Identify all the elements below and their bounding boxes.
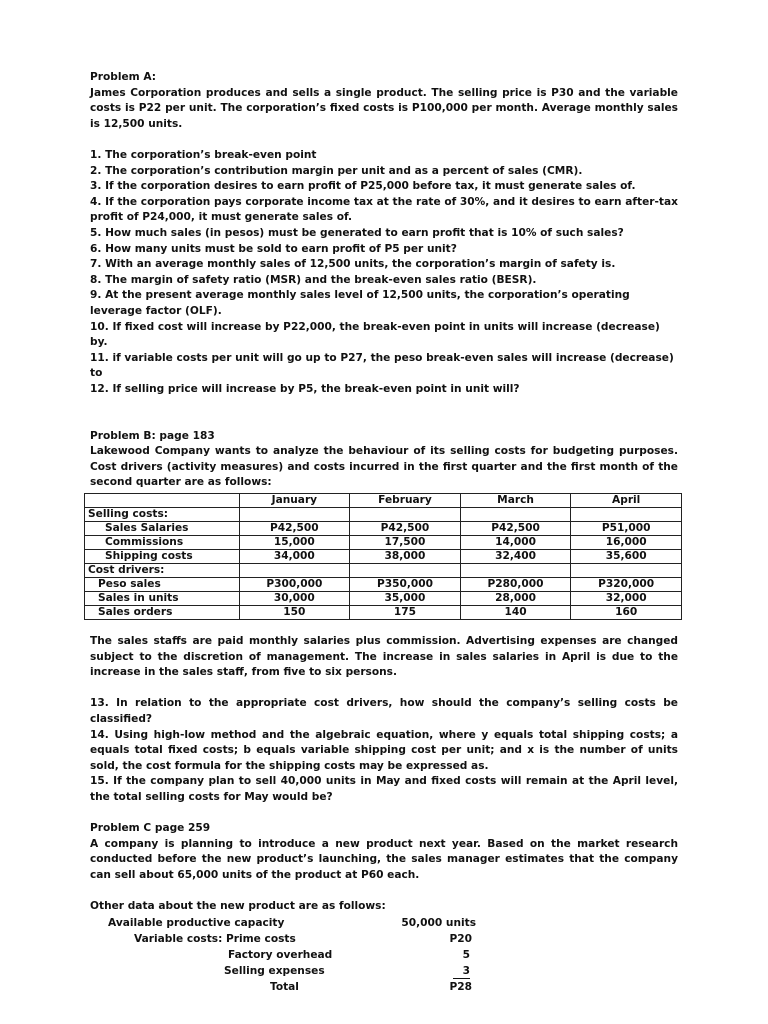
table-header-cell: February xyxy=(350,494,461,508)
table-cell: 28,000 xyxy=(460,592,571,606)
table-row xyxy=(85,522,682,536)
question-9: 9. At the present average monthly sales level of 12,500 units, the corporation’s operating leverage factor (OLF). xyxy=(90,289,630,317)
problem-b-notes: The sales staffs are paid monthly salaries plus commission. Advertising expenses are changed subject to the discretion of management. The increase in sales salaries in April is due to the increase in the sales staff, from five to six persons. xyxy=(90,635,678,679)
table-cell: P320,000 xyxy=(571,578,682,592)
table-cell: P42,500 xyxy=(460,522,571,536)
capacity-value: 50,000 units xyxy=(401,916,476,929)
table-row xyxy=(85,578,682,592)
problem-b-intro: Lakewood Company wants to analyze the behaviour of its selling costs for budgeting purposes. Cost drivers (activity measures) and costs incurred in the first quarter and the first month of the second quarter are as follows: xyxy=(90,445,678,489)
table-header-cell xyxy=(85,494,240,508)
table-cell: 16,000 xyxy=(571,536,682,550)
question-5: 5. How much sales (in pesos) must be generated to earn profit that is 10% of such sales? xyxy=(90,226,624,239)
table-cell: 30,000 xyxy=(239,592,350,606)
table-cell: 175 xyxy=(350,606,461,620)
table-cell: 15,000 xyxy=(239,536,350,550)
selling-expenses-row xyxy=(90,963,678,979)
table-header-cell: April xyxy=(571,494,682,508)
table-cell: 38,000 xyxy=(350,550,461,564)
problem-b-title: Problem B: page 183 xyxy=(90,429,215,442)
selling-expenses-value xyxy=(390,963,470,979)
overhead-label: Factory overhead xyxy=(228,948,333,961)
table-cell: 32,000 xyxy=(571,592,682,606)
table-cell: 14,000 xyxy=(460,536,571,550)
problem-a-intro: James Corporation produces and sells a single product. The selling price is P30 and the variable costs is P22 per unit. The corporation’s fixed costs is P100,000 per month. Average monthly sales is 12,500 units. xyxy=(90,86,678,130)
question-2: 2. The corporation’s contribution margin per unit and as a percent of sales (CMR). xyxy=(90,164,583,177)
table-header-row xyxy=(85,494,682,508)
question-8: 8. The margin of safety ratio (MSR) and the break-even sales ratio (BESR). xyxy=(90,273,537,286)
other-data-block xyxy=(90,915,678,995)
question-7: 7. With an average monthly sales of 12,500 units, the corporation’s margin of safety is. xyxy=(90,258,616,271)
row-label: Sales in units xyxy=(85,592,240,606)
table-cell: P51,000 xyxy=(571,522,682,536)
problem-c-title: Problem C page 259 xyxy=(90,822,211,835)
row-label: Sales Salaries xyxy=(85,522,240,536)
table-cell: P300,000 xyxy=(239,578,350,592)
table-cell: P42,500 xyxy=(350,522,461,536)
question-14: 14. Using high-low method and the algebraic equation, where y equals total shipping costs; a equals total fixed costs; b equals variable shipping cost per unit; and x is the number of units sold, the cost formula for the shipping costs may be expressed as. xyxy=(90,728,678,772)
question-13: 13. In relation to the appropriate cost drivers, how should the company’s selling costs be classified? xyxy=(90,697,678,725)
total-value: P28 xyxy=(449,980,472,993)
table-cell: 17,500 xyxy=(350,536,461,550)
table-row xyxy=(85,592,682,606)
total-row xyxy=(90,979,678,995)
table-row xyxy=(85,606,682,620)
table-cell: 34,000 xyxy=(239,550,350,564)
problem-a-title: Problem A: xyxy=(90,71,157,83)
overhead-value: 5 xyxy=(462,948,470,961)
other-data-title: Other data about the new product are as follows: xyxy=(90,900,386,913)
table-header-cell: January xyxy=(239,494,350,508)
table-cell: P350,000 xyxy=(350,578,461,592)
question-4: 4. If the corporation pays corporate income tax at the rate of 30%, and it desires to earn after-tax profit of P24,000, it must generate sales of. xyxy=(90,195,678,224)
table-cell: 160 xyxy=(571,606,682,620)
selling-expenses-amount: 3 xyxy=(453,965,470,979)
section-label: Cost drivers: xyxy=(85,564,240,578)
total-label: Total xyxy=(270,980,299,993)
table-cell: P280,000 xyxy=(460,578,571,592)
question-12: 12. If selling price will increase by P5, the break-even point in unit will? xyxy=(90,382,520,395)
table-cell: P42,500 xyxy=(239,522,350,536)
selling-costs-table xyxy=(84,493,682,620)
overhead-row xyxy=(90,947,678,963)
table-cell: 150 xyxy=(239,606,350,620)
row-label: Shipping costs xyxy=(85,550,240,564)
question-1: 1. The corporation’s break-even point xyxy=(90,148,317,161)
table-section-row xyxy=(85,508,682,522)
prime-costs-value: P20 xyxy=(449,932,472,945)
problem-c-intro: A company is planning to introduce a new product next year. Based on the market research conducted before the new product’s launching, the sales manager estimates that the company can sell about 65,000 units of the product at P60 each. xyxy=(90,837,678,881)
question-11: 11. if variable costs per unit will go up to P27, the peso break-even sales will increase (decrease) to xyxy=(90,351,674,380)
table-cell: 32,400 xyxy=(460,550,571,564)
table-header-cell: March xyxy=(460,494,571,508)
section-label: Selling costs: xyxy=(85,508,240,522)
table-cell: 35,000 xyxy=(350,592,461,606)
table-row xyxy=(85,550,682,564)
row-label: Sales orders xyxy=(85,606,240,620)
capacity-label: Available productive capacity xyxy=(108,916,285,929)
document-page xyxy=(90,70,678,995)
row-label: Peso sales xyxy=(85,578,240,592)
prime-costs-row xyxy=(90,931,678,947)
table-row xyxy=(85,536,682,550)
table-cell: 140 xyxy=(460,606,571,620)
row-label: Commissions xyxy=(85,536,240,550)
question-15: 15. If the company plan to sell 40,000 units in May and fixed costs will remain at the April level, the total selling costs for May would be? xyxy=(90,775,678,803)
selling-expenses-label: Selling expenses xyxy=(224,964,325,977)
question-3: 3. If the corporation desires to earn profit of P25,000 before tax, it must generate sales of. xyxy=(90,180,636,193)
question-10: 10. If fixed cost will increase by P22,000, the break-even point in units will increase (decrease) by. xyxy=(90,320,660,349)
prime-costs-label: Variable costs: Prime costs xyxy=(134,932,296,945)
table-section-row xyxy=(85,564,682,578)
table-cell: 35,600 xyxy=(571,550,682,564)
capacity-row xyxy=(90,915,678,931)
problem-a-questions xyxy=(90,148,678,398)
question-6: 6. How many units must be sold to earn profit of P5 per unit? xyxy=(90,242,457,255)
